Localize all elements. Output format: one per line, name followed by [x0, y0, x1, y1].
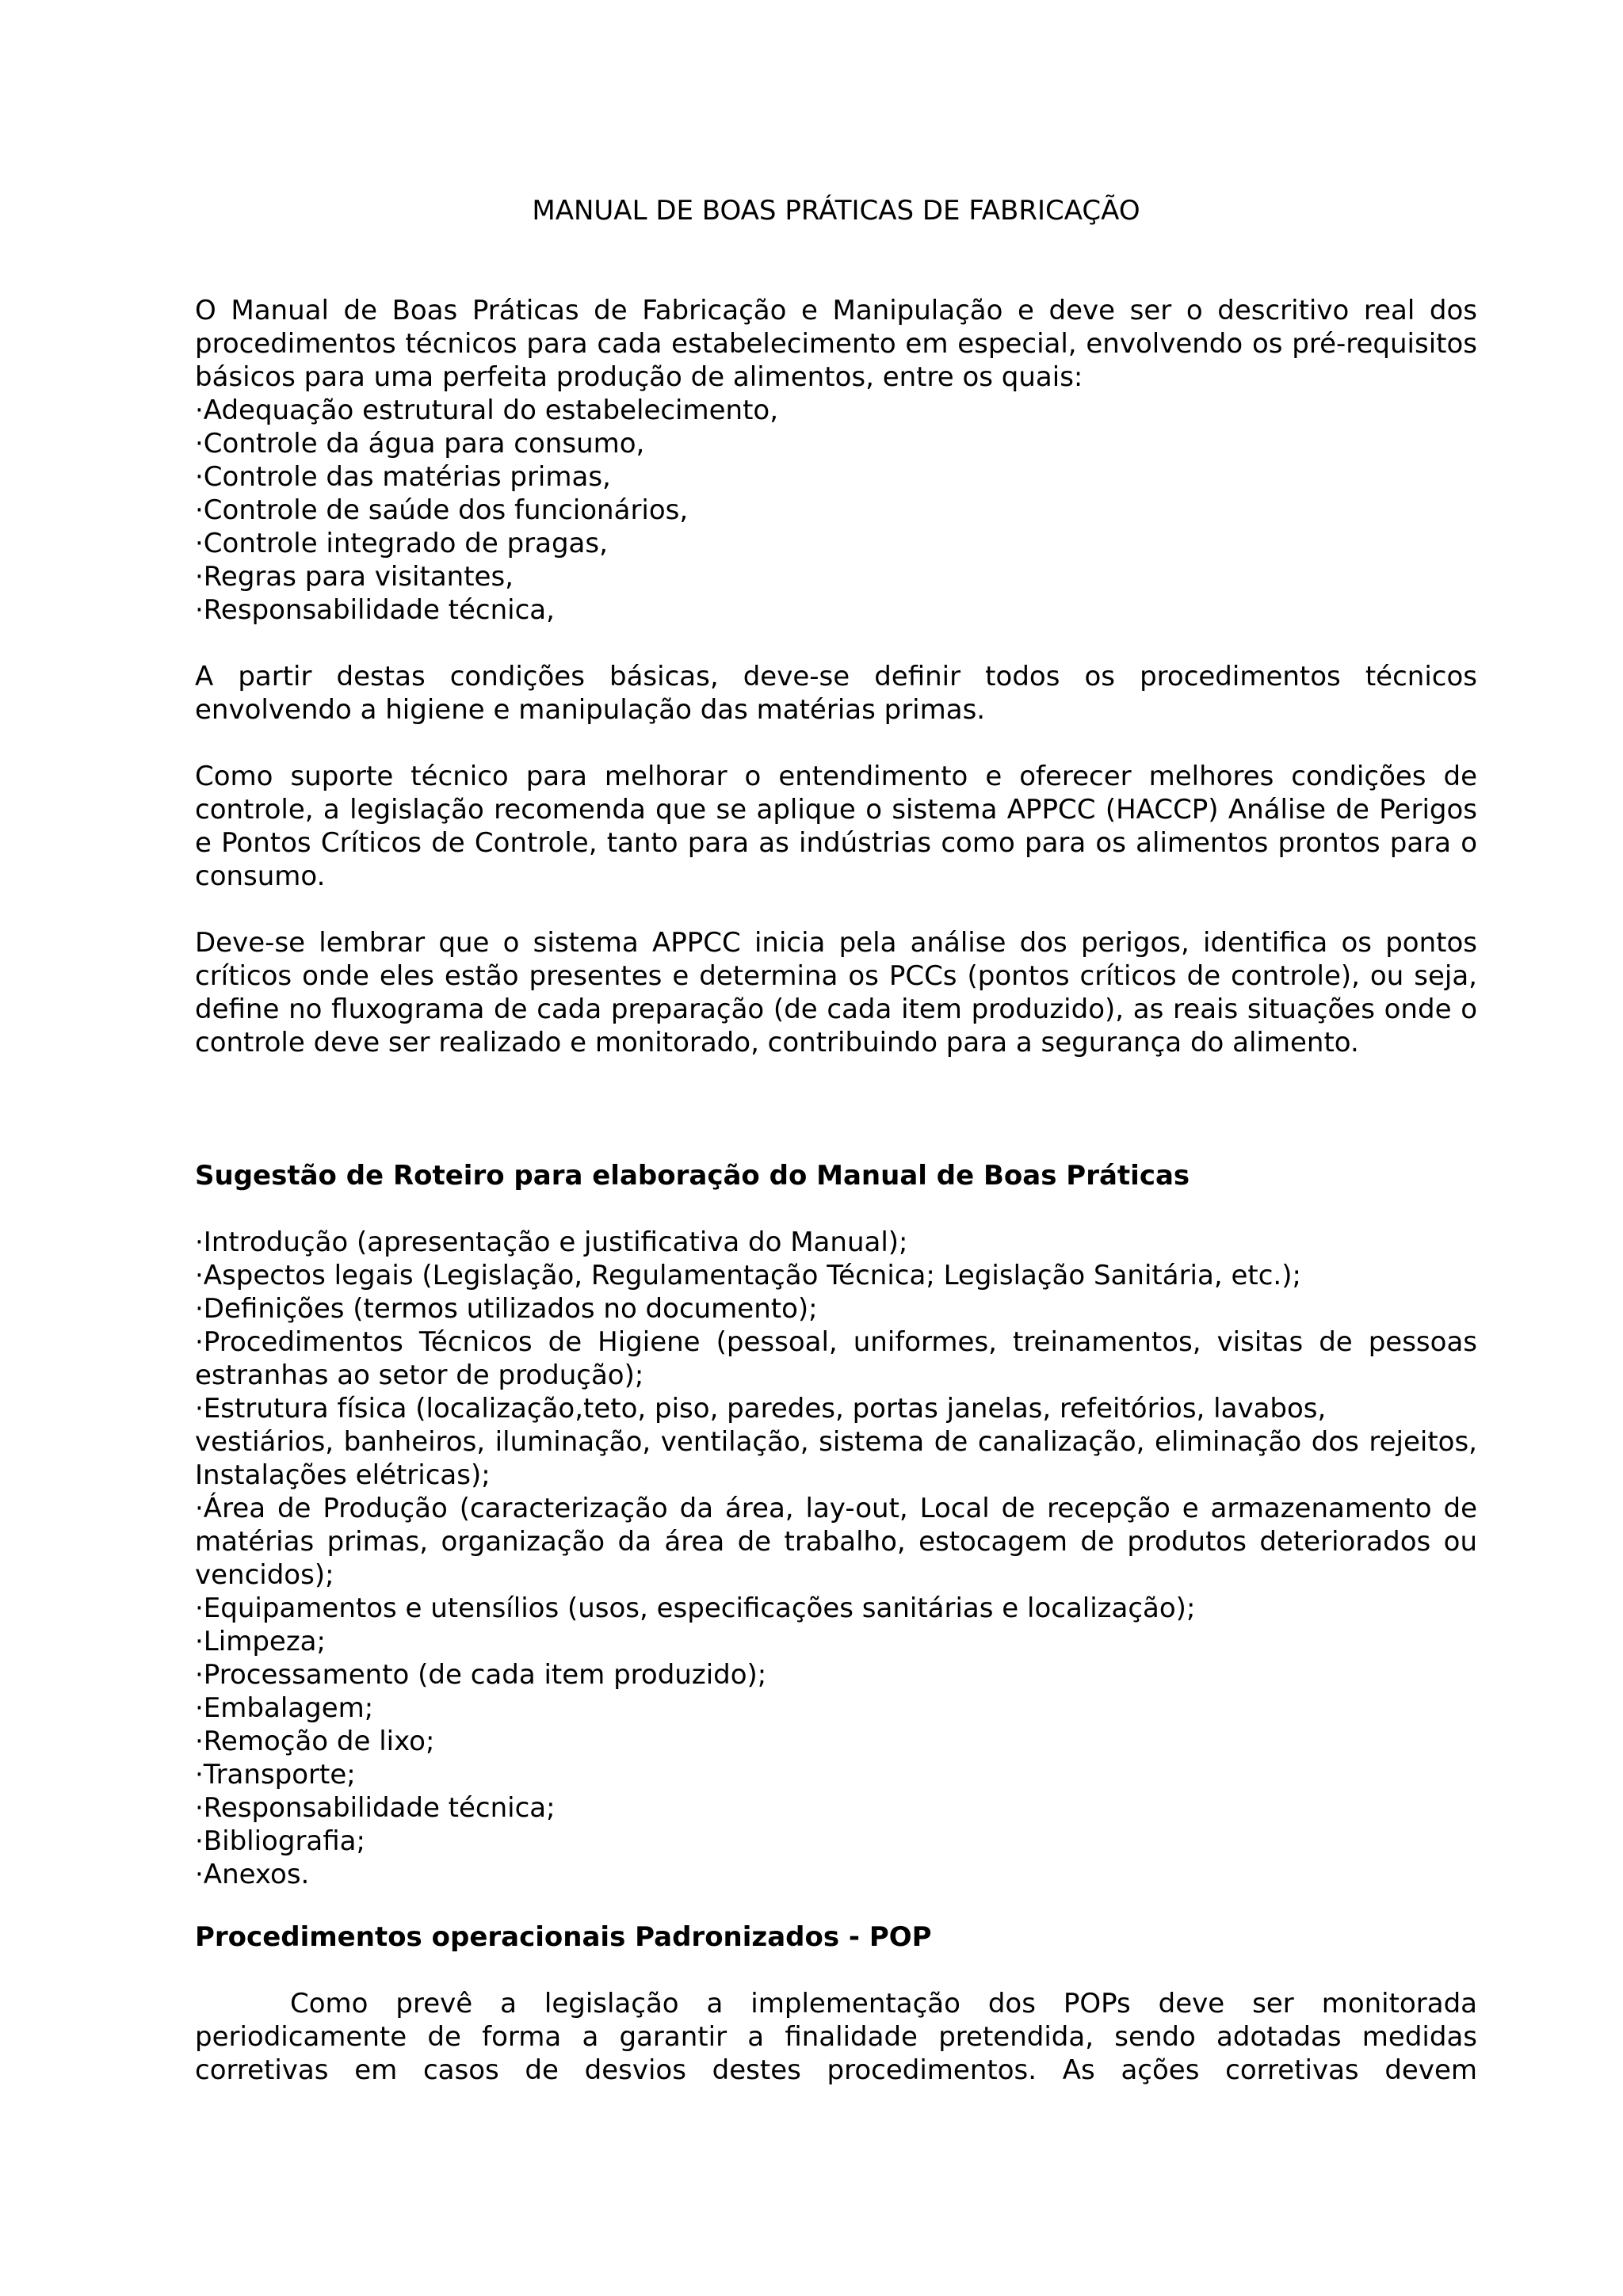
- list-item: ·Procedimentos Técnicos de Higiene (pessoal, uniformes, treinamentos, visitas de pessoas estranhas ao setor de produção);: [195, 1326, 1477, 1391]
- list-item: ·Introdução (apresentação e justificativa do Manual);: [195, 1226, 908, 1258]
- roteiro-heading: Sugestão de Roteiro para elaboração do Manual de Boas Práticas: [195, 1160, 1190, 1192]
- prerequisites-list: [195, 394, 1477, 627]
- list-item: vestiários, banheiros, iluminação, ventilação, sistema de canalização, eliminação dos rejeitos, Instalações elétricas);: [195, 1426, 1477, 1491]
- list-item: ·Controle integrado de pragas,: [195, 528, 608, 559]
- list-item: ·Embalagem;: [195, 1692, 374, 1724]
- basic-conditions-paragraph: A partir destas condições básicas, deve-se definir todos os procedimentos técnicos envolvendo a higiene e manipulação das matérias primas.: [195, 661, 1477, 726]
- list-item: ·Remoção de lixo;: [195, 1726, 435, 1757]
- roteiro-list: [195, 1226, 1477, 1891]
- document-title: MANUAL DE BOAS PRÁTICAS DE FABRICAÇÃO: [532, 195, 1140, 227]
- list-item: ·Controle de saúde dos funcionários,: [195, 494, 689, 526]
- intro-paragraph: O Manual de Boas Práticas de Fabricação e Manipulação e deve ser o descritivo real dos procedimentos técnicos para cada estabelecimento em especial, envolvendo os pré-requisitos básicos para uma perfeita produção de alimentos, entre os quais:: [195, 295, 1477, 393]
- list-item: ·Anexos.: [195, 1859, 310, 1890]
- list-item: ·Bibliografia;: [195, 1825, 365, 1857]
- list-item: ·Equipamentos e utensílios (usos, especificações sanitárias e localização);: [195, 1592, 1196, 1624]
- appcc-remember-paragraph: Deve-se lembrar que o sistema APPCC inicia pela análise dos perigos, identifica os pontos críticos onde eles estão presentes e determina os PCCs (pontos críticos de controle), ou seja, define no fluxograma de cada preparação (de cada item produzido), as reais situações onde o controle deve ser realizado e monitorado, contribuindo para a segurança do alimento.: [195, 927, 1477, 1058]
- list-item: ·Aspectos legais (Legislação, Regulamentação Técnica; Legislação Sanitária, etc.);: [195, 1260, 1301, 1291]
- list-item: ·Área de Produção (caracterização da área, lay-out, Local de recepção e armazenamento de matérias primas, organização da área de trabalho, estocagem de produtos deteriorados ou vencidos);: [195, 1493, 1477, 1591]
- pop-heading: Procedimentos operacionais Padronizados - POP: [195, 1921, 932, 1953]
- list-item: ·Adequação estrutural do estabelecimento,: [195, 395, 779, 426]
- list-item: ·Definições (termos utilizados no documento);: [195, 1293, 818, 1325]
- list-item: ·Limpeza;: [195, 1626, 326, 1657]
- list-item: ·Responsabilidade técnica;: [195, 1792, 556, 1824]
- list-item: ·Controle da água para consumo,: [195, 428, 645, 460]
- list-item: ·Controle das matérias primas,: [195, 461, 611, 493]
- list-item: ·Transporte;: [195, 1759, 356, 1791]
- list-item: ·Processamento (de cada item produzido);: [195, 1659, 767, 1691]
- appcc-support-paragraph: Como suporte técnico para melhorar o entendimento e oferecer melhores condições de controle, a legislação recomenda que se aplique o sistema APPCC (HACCP) Análise de Perigos e Pontos Críticos de Controle, tanto para as indústrias como para os alimentos prontos para o consumo.: [195, 761, 1477, 892]
- list-item: ·Regras para visitantes,: [195, 561, 514, 593]
- pop-paragraph: Como prevê a legislação a implementação dos POPs deve ser monitorada periodicamente de forma a garantir a finalidade pretendida, sendo adotadas medidas corretivas em casos de desvios destes procedimentos. As ações corretivas devem: [195, 1988, 1477, 2086]
- list-item: ·Responsabilidade técnica,: [195, 594, 555, 626]
- list-item: ·Estrutura física (localização,teto, piso, paredes, portas janelas, refeitórios, lavabos,: [195, 1393, 1327, 1425]
